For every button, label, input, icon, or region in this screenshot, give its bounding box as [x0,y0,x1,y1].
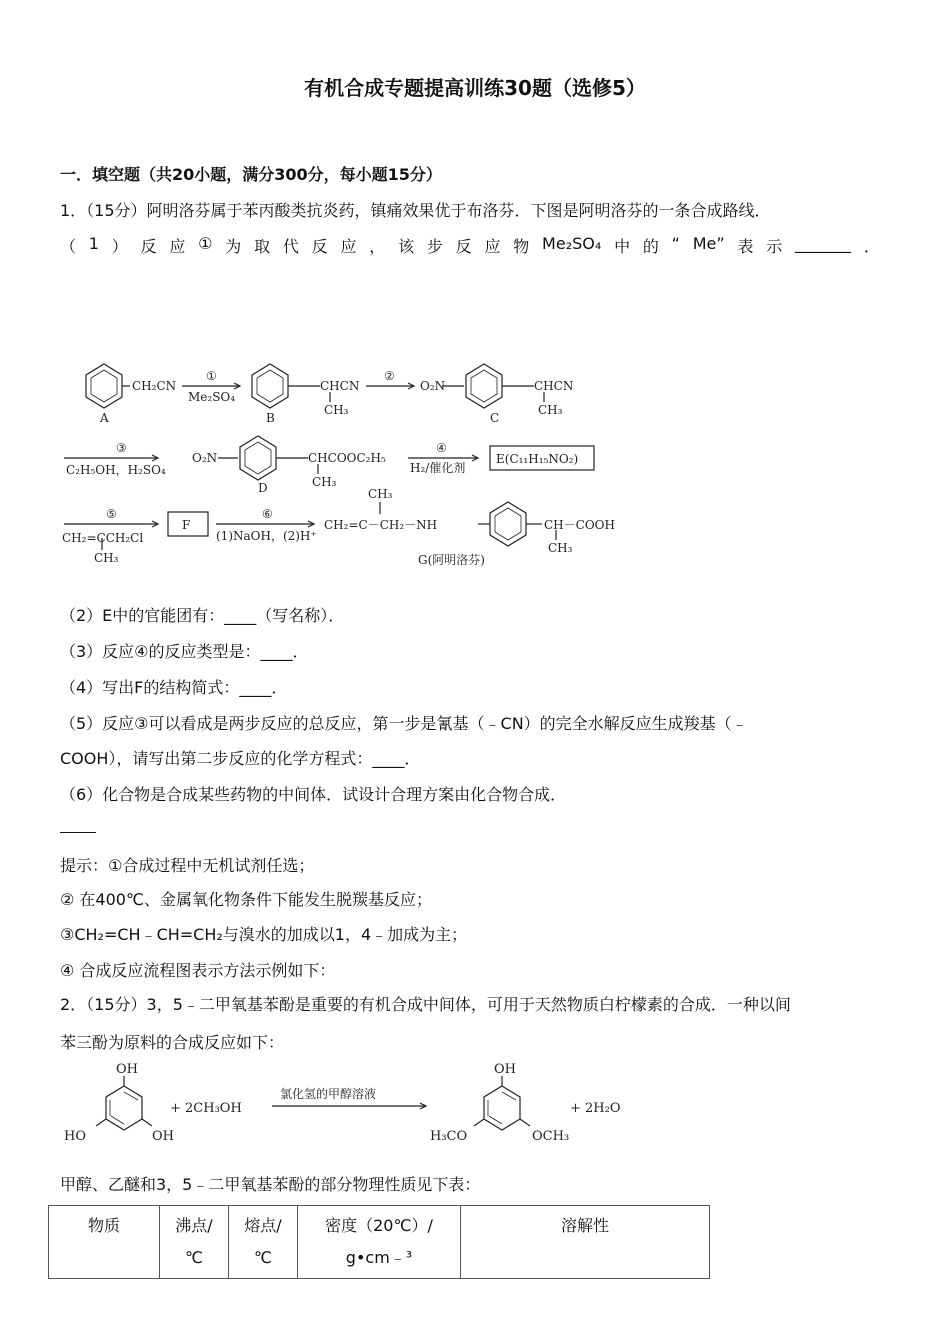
q1-part1-word: Me” [692,234,725,253]
compound-c-substituent: CHCN [534,379,574,393]
compound-b-substituent: CHCN [320,379,360,393]
product-methoxy-right: OCH₃ [532,1129,570,1144]
reaction-4-reagent: H₂/催化剂 [410,461,466,475]
q1-part1-word: ． [863,237,880,256]
compound-f-label: F [182,518,191,532]
compound-g-methyl-bottom: CH₃ [548,541,573,555]
q1-part1-word: 反 [455,237,472,256]
q1-hint4: ④ 合成反应流程图表示方法示例如下： [60,961,336,980]
q1-part1-word: ， [369,237,386,256]
reaction-6-reagent: (1)NaOH，(2)H⁺ [216,529,317,543]
compound-c-nitro: O₂N [420,379,446,393]
q1-part1-word: 物 [513,237,530,256]
page-title: 有机合成专题提高训练30题（选修5） [304,76,646,100]
q1-part1-word: 的 [642,237,659,256]
q1-part1-word: 1 [88,234,99,253]
compound-g-left: CH₂=C－CH₂－NH [324,518,438,532]
compound-g-right: CH－COOH [544,518,615,532]
q1-part1-word: ① [198,234,213,253]
table-header-line1: 溶解性 [560,1216,609,1235]
q1-part1-word: 中 [614,237,631,256]
compound-d-nitro: O₂N [192,451,218,465]
compound-a-label: A [100,411,109,425]
q1-hint1: 提示：①合成过程中无机试剂任选； [60,856,315,875]
reactant-oh-left: HO [64,1129,86,1144]
table-header-line2: ℃ [185,1248,203,1267]
reaction-5-number: ⑤ [106,507,117,521]
q1-part3: （3）反应④的反应类型是：____． [60,642,309,661]
q1-part1-word: 取 [254,237,271,256]
q2-reaction-scheme [58,1060,658,1156]
table-header-line1: 熔点/ [244,1216,282,1235]
q1-part5-line2: COOH），请写出第二步反应的化学方程式：____． [60,749,421,768]
q1-part1-word: （ [60,237,77,256]
q2-table-intro: 甲醇、乙醚和3，5﹣二甲氧基苯酚的部分物理性质见下表： [60,1175,481,1194]
q1-part1-word: 该 [398,237,415,256]
section-heading: 一．填空题（共20小题，满分300分，每小题15分） [60,165,442,184]
reactant-methanol: + 2CH₃OH [170,1101,242,1116]
compound-d-methyl: CH₃ [312,475,337,489]
product-oh: OH [494,1062,516,1077]
q1-part1-word: ） [111,237,128,256]
q1-part1-word: “ [671,234,680,253]
q1-part2: （2）E中的官能团有：____（写名称）． [60,606,345,625]
reaction-3-reagent: C₂H₅OH，H₂SO₄ [66,463,166,477]
q1-part1-answer-blank: _______ [795,234,852,253]
q1-part1-word: 应 [340,237,357,256]
compound-c-methyl: CH₃ [538,403,563,417]
q1-part1-word: 应 [484,237,501,256]
q1-hint3: ③CH₂=CH﹣CH=CH₂与溴水的加成以1，4﹣加成为主； [60,925,468,944]
q1-part1-word: 示 [766,237,783,256]
product-methoxy-left: H₃CO [430,1129,468,1144]
q2-line1: 2．（15分）3，5﹣二甲氧基苯酚是重要的有机合成中间体，可用于天然物质白柠檬素的合成．一种以间 [60,995,791,1014]
reactant-oh-top: OH [116,1062,138,1077]
reaction-1-number: ① [206,369,217,383]
table-header-cell [160,1206,229,1279]
reaction-1-reagent: Me₂SO₄ [188,390,236,404]
q2-line2: 苯三酚为原料的合成反应如下： [60,1033,285,1052]
reaction-5-reagent: CH₂=CCH₂Cl [62,531,144,545]
q1-part1 [60,234,880,257]
compound-d-label: D [258,481,268,495]
q1-part1-word: 步 [426,237,443,256]
table-header-line2: g•cm﹣³ [345,1248,413,1267]
dimethoxyphenol-ring [484,1086,520,1130]
q2-arrow-label: 氯化氢的甲醇溶液 [280,1087,377,1101]
physical-properties-table [48,1205,710,1279]
table-header-line2: ℃ [254,1248,272,1267]
table-header-line1: 物质 [87,1216,120,1235]
q1-part5-line1: （5）反应③可以看成是两步反应的总反应，第一步是氰基（﹣CN）的完全水解反应生成羧基（﹣ [60,714,748,733]
q1-part1-word: 应 [169,237,186,256]
compound-d-substituent: CHCOOC₂H₅ [308,451,386,465]
q1-part1-word: 代 [282,237,299,256]
answer-blank-rule [60,832,96,833]
compound-g-methyl-top: CH₃ [368,487,393,501]
table-header-line1: 密度（20℃）/ [325,1216,433,1235]
compound-b-methyl: CH₃ [324,403,349,417]
compound-a-substituent: CH₂CN [132,379,177,393]
table-header-cell [461,1206,710,1279]
synthesis-route-scheme [58,358,658,578]
compound-g-label: G(阿明洛芬) [418,553,485,567]
table-header-cell [229,1206,298,1279]
q1-hint2: ② 在400℃、金属氧化物条件下能发生脱羰基反应； [60,890,432,909]
reactant-oh-right: OH [152,1129,174,1144]
reaction-6-number: ⑥ [262,507,273,521]
table-header-cell [298,1206,461,1279]
q1-intro: 1．（15分）阿明洛芬属于苯丙酸类抗炎药，镇痛效果优于布洛芬．下图是阿明洛芬的一条合成路线． [60,201,771,220]
q1-part1-word: 表 [737,237,754,256]
table-header-row [49,1206,710,1279]
reaction-5-methyl: CH₃ [94,551,119,565]
reaction-2-number: ② [384,369,395,383]
compound-c-label: C [490,411,500,425]
table-header-cell [49,1206,160,1279]
compound-b-label: B [266,411,275,425]
q1-part1-word: 为 [225,237,242,256]
table-header-line1: 沸点/ [175,1216,213,1235]
q1-part1-word: 反 [311,237,328,256]
q1-part1-word: Me₂SO₄ [542,234,602,253]
q1-part1-word: 反 [140,237,157,256]
product-water: + 2H₂O [570,1101,621,1116]
q1-part6: （6）化合物是合成某些药物的中间体．试设计合理方案由化合物合成． [60,785,567,804]
compound-e-formula: E(C₁₁H₁₅NO₂) [496,452,579,466]
q1-part4: （4）写出F的结构简式：____． [60,678,288,697]
reaction-4-number: ④ [436,441,447,455]
reaction-3-number: ③ [116,441,127,455]
phloroglucinol-ring [106,1086,142,1130]
